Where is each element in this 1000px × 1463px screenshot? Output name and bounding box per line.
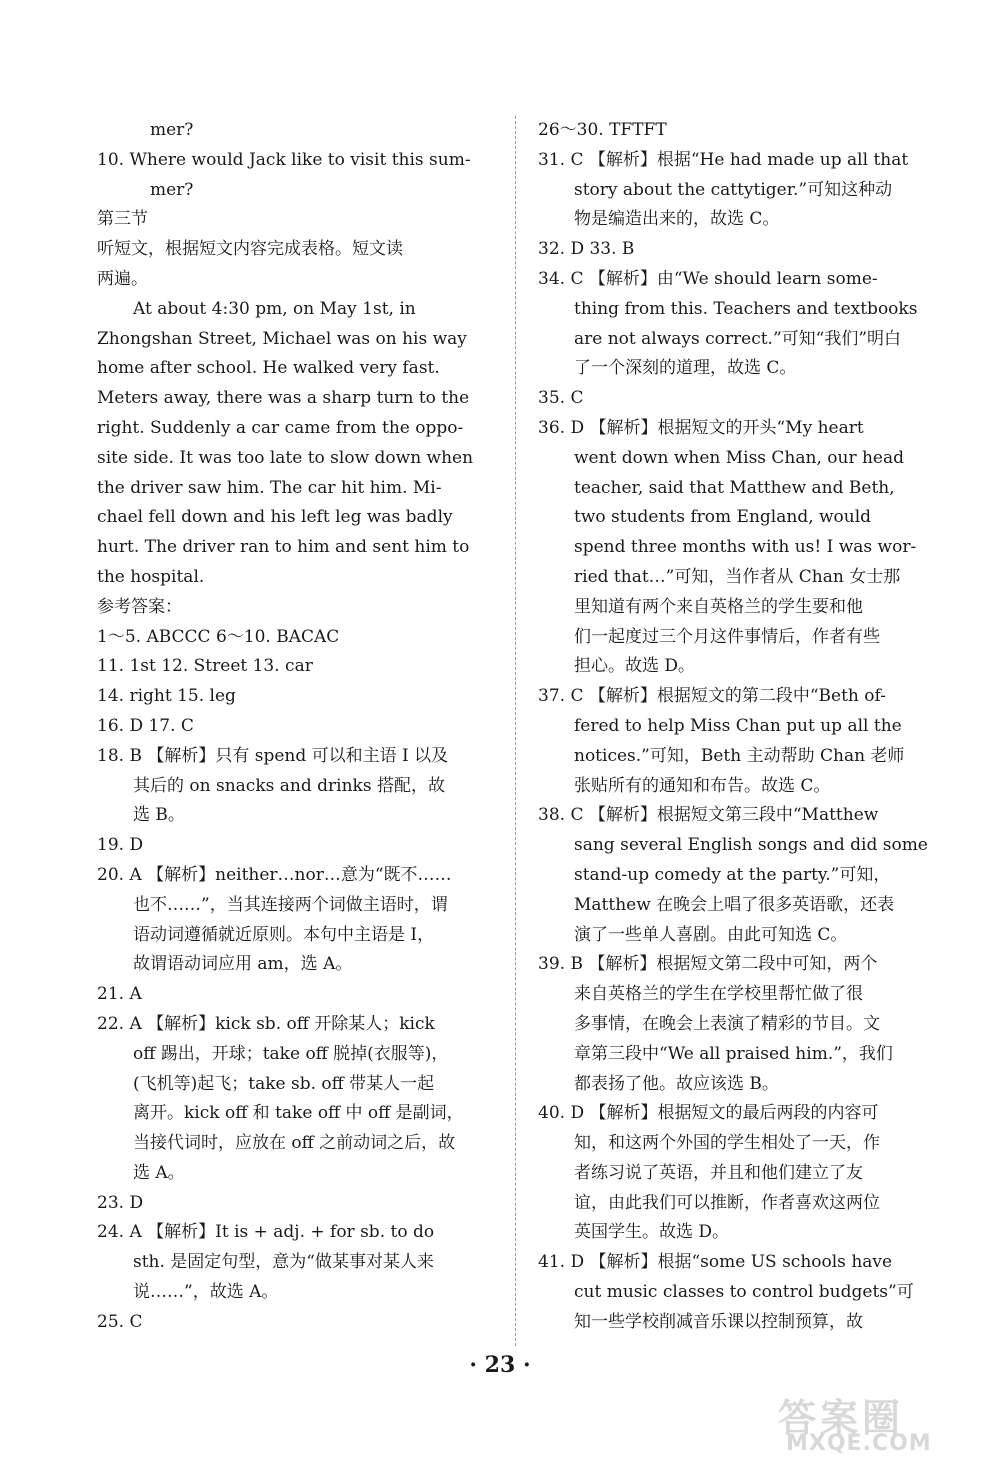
text-line: 1～5. ABCCC 6～10. BACAC (97, 626, 340, 647)
text-line: 多事情，在晚会上表演了精彩的节目。文 (574, 1013, 880, 1034)
text-line: 32. D 33. B (538, 239, 635, 260)
text-line: home after school. He walked very fast. (97, 358, 440, 379)
text-line: (飞机等)起飞；take sb. off 带某人一起 (133, 1073, 435, 1094)
text-line: 也不……”，当其连接两个词做主语时，谓 (133, 894, 448, 915)
text-line: 35. C (538, 388, 584, 409)
text-line: spend three months with us! I was wor- (574, 537, 917, 558)
text-line: 23. D (97, 1192, 144, 1213)
text-line: mer? (150, 179, 194, 200)
text-line: Meters away, there was a sharp turn to the (97, 388, 470, 409)
text-line: off 踢出，开球；take off 脱掉(衣服等)， (133, 1043, 449, 1064)
text-line: 38. C 【解析】根据短文第三段中“Matthew (538, 805, 879, 826)
text-line: mer? (150, 120, 194, 140)
text-line: stand-up comedy at the party.”可知， (574, 864, 891, 885)
text-line: right. Suddenly a car came from the oppo- (97, 417, 464, 438)
text-line: 24. A 【解析】It is + adj. + for sb. to do (97, 1222, 435, 1243)
text-line: 物是编造出来的，故选 C。 (574, 209, 780, 230)
text-line: 张贴所有的通知和布告。故选 C。 (574, 775, 831, 796)
text-line: 了一个深刻的道理，故选 C。 (574, 358, 797, 379)
text-line: 说……”，故选 A。 (133, 1282, 279, 1303)
text-line: are not always correct.”可知“我们”明白 (574, 328, 902, 349)
text-line: 25. C (97, 1311, 143, 1332)
text-line: 16. D 17. C (97, 715, 194, 736)
text-line: 20. A 【解析】neither…nor…意为“既不…… (97, 864, 452, 885)
text-line: 章第三段中“We all praised him.”，我们 (574, 1043, 893, 1064)
text-line: 其后的 on snacks and drinks 搭配，故 (133, 775, 445, 796)
text-line: 知，和这两个外国的学生相处了一天，作 (574, 1133, 880, 1154)
text-line: 语动词遵循就近原则。本句中主语是 I， (133, 924, 435, 945)
text-line: At about 4:30 pm, on May 1st, in (133, 298, 416, 319)
text-line: hurt. The driver ran to him and sent him to (97, 537, 470, 558)
text-line: 离开。kick off 和 take off 中 off 是副词， (133, 1103, 464, 1124)
text-line: 21. A (97, 984, 142, 1005)
text-line: two students from England, would (574, 507, 872, 528)
text-line: 40. D 【解析】根据短文的最后两段的内容可 (538, 1103, 879, 1124)
text-line: Matthew 在晚会上唱了很多英语歌，还表 (574, 894, 895, 915)
text-line: 26～30. TFTFT (538, 120, 667, 140)
text-line: Zhongshan Street, Michael was on his way (97, 328, 467, 349)
text-line: 参考答案： (97, 596, 182, 617)
watermark-logo (778, 1387, 988, 1457)
text-line: 41. D 【解析】根据“some US schools have (538, 1252, 893, 1273)
text-line: went down when Miss Chan, our head (574, 447, 905, 468)
text-line: 34. C 【解析】由“We should learn some- (538, 268, 878, 289)
text-line: 36. D 【解析】根据短文的开头“My heart (538, 417, 864, 438)
text-line: 知一些学校削减音乐课以控制预算，故 (574, 1311, 863, 1332)
watermark-url: MXQE.COM (786, 1431, 932, 1456)
page-number: · 23 · (469, 1352, 531, 1378)
text-line: site side. It was too late to slow down when (97, 447, 474, 468)
text-line: teacher, said that Matthew and Beth, (574, 477, 895, 498)
text-line: 选 B。 (133, 805, 185, 826)
text-line: 当接代词时，应放在 off 之前动词之后，故 (133, 1133, 456, 1154)
text-line: 10. Where would Jack like to visit this sum- (97, 149, 471, 170)
text-line: notices.”可知，Beth 主动帮助 Chan 老师 (574, 745, 905, 766)
text-line: 31. C 【解析】根据“He had made up all that (538, 149, 909, 170)
text-line: cut music classes to control budgets”可 (574, 1282, 914, 1303)
text-line: sth. 是固定句型，意为“做某事对某人来 (133, 1252, 435, 1273)
text-line: thing from this. Teachers and textbooks (574, 298, 918, 319)
text-line: 两遍。 (97, 268, 148, 289)
text-line: 都表扬了他。故应该选 B。 (574, 1073, 779, 1094)
text-line: sang several English songs and did some (574, 835, 928, 856)
text-line: 里知道有两个来自英格兰的学生要和他 (574, 596, 863, 617)
text-line: 者练习说了英语，并且和他们建立了友 (574, 1162, 863, 1183)
text-line: 谊，由此我们可以推断，作者喜欢这两位 (574, 1192, 880, 1213)
text-line: fered to help Miss Chan put up all the (574, 715, 902, 736)
text-line: 听短文，根据短文内容完成表格。短文读 (97, 239, 403, 260)
text-line: 英国学生。故选 D。 (574, 1222, 730, 1243)
text-line: 来自英格兰的学生在学校里帮忙做了很 (574, 984, 863, 1005)
text-line: 们一起度过三个月这件事情后，作者有些 (574, 626, 880, 647)
text-line: 19. D (97, 835, 144, 856)
text-line: 22. A 【解析】kick sb. off 开除某人；kick (97, 1013, 435, 1034)
text-line: 故谓语动词应用 am，选 A。 (133, 954, 353, 975)
text-line: 演了一些单人喜剧。由此可知选 C。 (574, 924, 848, 945)
left-column (97, 116, 497, 1338)
right-column (538, 116, 936, 1338)
text-line: 选 A。 (133, 1162, 185, 1183)
text-line: 37. C 【解析】根据短文的第二段中“Beth of- (538, 686, 886, 707)
text-line: 39. B 【解析】根据短文第二段中可知，两个 (538, 954, 878, 975)
text-line: chael fell down and his left leg was badly (97, 507, 453, 528)
text-line: 14. right 15. leg (97, 686, 236, 707)
column-divider (515, 116, 516, 1346)
text-line: 18. B 【解析】只有 spend 可以和主语 I 以及 (97, 745, 449, 766)
watermark-text: 答案圈 (778, 1396, 905, 1440)
text-line: story about the cattytiger.”可知这种动 (574, 179, 893, 200)
text-line: 担心。故选 D。 (574, 656, 696, 677)
text-line: 第三节 (97, 209, 148, 230)
text-line: 11. 1st 12. Street 13. car (97, 656, 313, 677)
text-line: ried that…”可知，当作者从 Chan 女士那 (574, 566, 901, 587)
text-line: the driver saw him. The car hit him. Mi- (97, 477, 442, 498)
text-line: the hospital. (97, 566, 205, 587)
